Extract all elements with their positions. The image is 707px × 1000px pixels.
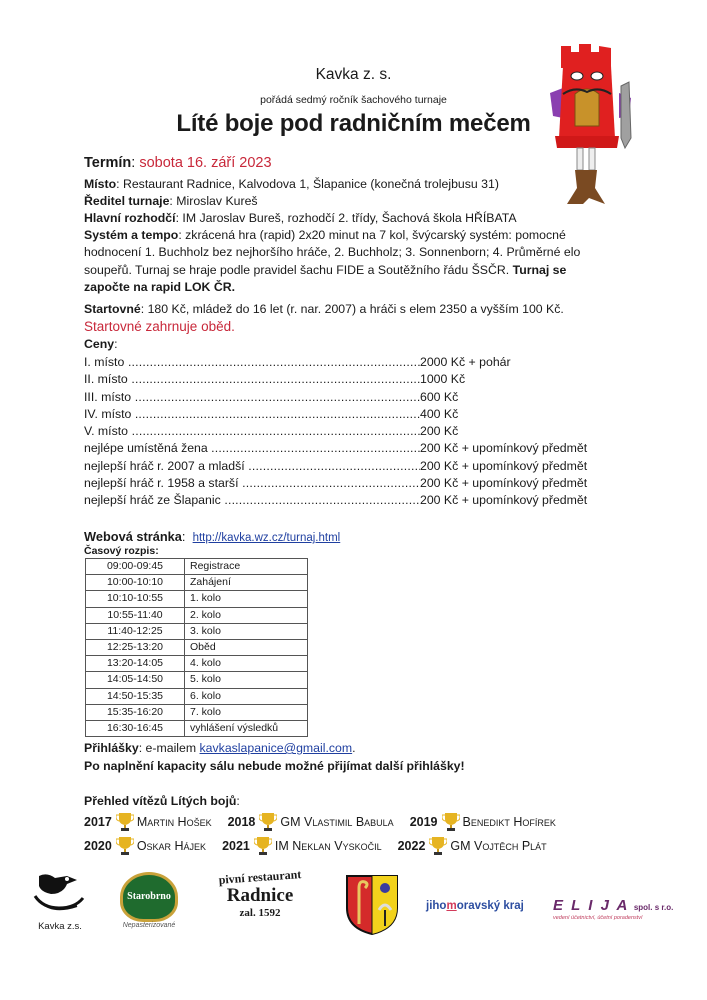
winner-name: IM Neklan Vyskočil xyxy=(274,839,382,853)
arbiter-value: IM Jaroslav Bureš, rozhodčí 2. třídy, Šachová škola HŘÍBATA xyxy=(182,211,517,225)
schedule-time: 12:25-13:20 xyxy=(86,639,185,655)
winner-year: 2017 xyxy=(84,815,112,829)
schedule-activity: Registrace xyxy=(185,559,308,575)
trophy-icon xyxy=(442,812,460,832)
prize-row xyxy=(84,406,587,423)
organizer-name: Kavka z. s. xyxy=(315,66,392,83)
registration-suffix: . xyxy=(352,741,356,755)
prize-value: 1000 Kč xyxy=(420,372,466,387)
prize-value: 200 Kč + upomínkový předmět xyxy=(420,476,588,491)
prizes-heading: Ceny: xyxy=(84,337,118,351)
slapanice-coat-of-arms-icon xyxy=(345,874,399,936)
schedule-label: Časový rozpis: xyxy=(84,545,159,557)
web-line: Webová stránka: http://kavka.wz.cz/turnaj.html xyxy=(84,529,341,544)
schedule-time: 15:35-16:20 xyxy=(86,704,185,720)
place-label: Místo xyxy=(84,177,117,191)
radnice-year: zal. 1592 xyxy=(239,907,281,919)
term-line: Termín: sobota 16. září 2023 xyxy=(84,155,272,171)
winners-heading: Přehled vítězů Lítých bojů: xyxy=(84,794,240,808)
schedule-activity: 2. kolo xyxy=(185,607,308,623)
schedule-table xyxy=(85,558,308,737)
winner-name: Martin Hošek xyxy=(136,815,212,829)
table-row xyxy=(86,672,308,688)
winner-name: GM Vojtěch Plát xyxy=(450,839,547,853)
winners-row-2 xyxy=(84,836,563,856)
prize-value: 200 Kč + upomínkový předmět xyxy=(420,458,588,473)
kavka-logo-text: Kavka z.s. xyxy=(38,921,82,932)
place-value: Restaurant Radnice, Kalvodova 1, Šlapanice (konečná trolejbusu 31) xyxy=(122,177,499,191)
winner-year: 2020 xyxy=(84,839,112,853)
winner-name: Oskar Hájek xyxy=(136,839,207,853)
fee-label: Startovné xyxy=(84,302,141,316)
jihomoravsky-kraj-logo xyxy=(426,900,524,912)
elija-tagline: vedení účetnictví, účetní poradenství xyxy=(553,915,643,921)
prize-place: nejlepší hráč r. 2007 a mladší ..... xyxy=(84,458,420,475)
schedule-time: 10:00-10:10 xyxy=(86,575,185,591)
winners-row-1 xyxy=(84,812,572,832)
prize-value: 200 Kč + upomínkový předmět xyxy=(420,493,588,508)
prizes-label: Ceny xyxy=(84,337,115,351)
schedule-time: 11:40-12:25 xyxy=(86,623,185,639)
term-label: Termín xyxy=(84,155,132,171)
prize-value: 400 Kč xyxy=(420,406,459,421)
system-rating-note: Turnaj se započte na rapid LOK ČR. xyxy=(84,262,567,295)
registration-line: Přihlášky: e-mailem kavkaslapanice@gmail.com. xyxy=(84,741,356,755)
winner-year: 2019 xyxy=(409,815,438,829)
prize-row xyxy=(84,440,587,457)
table-row xyxy=(86,656,308,672)
jackdaw-bird-icon xyxy=(33,872,87,916)
table-row xyxy=(86,704,308,720)
fee-note: Startovné zahrnuje oběd. xyxy=(84,319,235,334)
table-row xyxy=(86,607,308,623)
elija-logo xyxy=(553,897,673,921)
trophy-icon xyxy=(116,812,134,832)
schedule-activity: 6. kolo xyxy=(185,688,308,704)
trophy-icon xyxy=(259,812,277,832)
winner-year: 2018 xyxy=(227,815,256,829)
prize-place: V. místo ..... xyxy=(84,423,420,440)
trophy-icon xyxy=(429,836,447,856)
starobrno-tagline: Nepasterizované xyxy=(122,922,176,929)
schedule-time: 10:55-11:40 xyxy=(86,607,185,623)
starobrno-logo xyxy=(118,872,180,929)
prize-place: I. místo ..... xyxy=(84,354,420,371)
registration-email-link[interactable]: kavkaslapanice@gmail.com xyxy=(199,741,353,755)
subtitle: pořádá sedmý ročník šachového turnaje xyxy=(260,94,447,106)
kraj-text-a: jiho xyxy=(426,900,447,912)
schedule-time: 13:20-14:05 xyxy=(86,656,185,672)
prize-row xyxy=(84,354,587,371)
prize-place: nejlepší hráč r. 1958 a starší ..... xyxy=(84,475,420,492)
director-value: Miroslav Kureš xyxy=(176,194,258,208)
schedule-time: 10:10-10:55 xyxy=(86,591,185,607)
prize-row xyxy=(84,389,587,406)
schedule-time: 16:30-16:45 xyxy=(86,720,185,736)
table-row xyxy=(86,623,308,639)
kavka-logo xyxy=(30,872,90,932)
table-row xyxy=(86,688,308,704)
table-row xyxy=(86,559,308,575)
radnice-top: pivní restaurant xyxy=(218,867,302,887)
winners-label: Přehled vítězů Lítých bojů xyxy=(84,794,237,808)
prizes-list xyxy=(84,354,587,510)
system-label: Systém a tempo xyxy=(84,228,179,242)
fee-value: 180 Kč, mládež do 16 let (r. nar. 2007) a hráči s elem 2350 a vyšším 100 Kč. xyxy=(147,302,564,316)
prize-place: II. místo ..... xyxy=(84,371,420,388)
rook-mascot-icon xyxy=(545,38,635,208)
arbiter-line: Hlavní rozhodčí: IM Jaroslav Bureš, rozhodčí 2. třídy, Šachová škola HŘÍBATA xyxy=(84,211,517,225)
schedule-time: 14:50-15:35 xyxy=(86,688,185,704)
starobrno-badge: Starobrno xyxy=(120,872,178,922)
arbiter-label: Hlavní rozhodčí xyxy=(84,211,176,225)
kraj-text-b: oravský kraj xyxy=(456,900,524,912)
table-row xyxy=(86,720,308,736)
schedule-activity: 4. kolo xyxy=(185,656,308,672)
registration-prefix: e-mailem xyxy=(145,741,200,755)
prize-place: III. místo ..... xyxy=(84,389,420,406)
radnice-logo xyxy=(208,867,312,919)
prize-value: 600 Kč xyxy=(420,389,459,404)
radnice-name: Radnice xyxy=(226,885,294,906)
web-link[interactable]: http://kavka.wz.cz/turnaj.html xyxy=(192,532,341,544)
web-label: Webová stránka xyxy=(84,529,182,544)
prize-row xyxy=(84,371,587,388)
table-row xyxy=(86,639,308,655)
winner-name: Benedikt Hofírek xyxy=(462,815,556,829)
table-row xyxy=(86,575,308,591)
schedule-activity: Zahájení xyxy=(185,575,308,591)
system-paragraph: Systém a tempo: zkrácená hra (rapid) 2x20 minut na 7 kol, švýcarský systém: pomocné hodnocení 1. Buchholz bez nejhoršího hráče, 2. Buchholz; 3. Sonnenborn; 4. Průměrné elo soupeřů. Turnaj se hraje podle pravidel šachu FIDE a Soutěžního řádu ŠSČR. Turnaj se započte na rapid LOK ČR. xyxy=(84,228,581,295)
capacity-warning: Po naplnění kapacity sálu nebude možné přijímat další přihlášky! xyxy=(84,759,465,773)
schedule-time: 14:05-14:50 xyxy=(86,672,185,688)
schedule-activity: 3. kolo xyxy=(185,623,308,639)
director-line: Ředitel turnaje: Miroslav Kureš xyxy=(84,194,258,208)
prize-row xyxy=(84,492,587,509)
trophy-icon xyxy=(254,836,272,856)
place-line: Místo: Restaurant Radnice, Kalvodova 1, Šlapanice (konečná trolejbusu 31) xyxy=(84,177,499,191)
prize-value: 200 Kč + upomínkový předmět xyxy=(420,441,588,456)
fee-line: Startovné: 180 Kč, mládež do 16 let (r. nar. 2007) a hráči s elem 2350 a vyšším 100 Kč. xyxy=(84,302,564,316)
prize-place: nejlépe umístěná žena ..... xyxy=(84,440,420,457)
schedule-activity: vyhlášení výsledků xyxy=(185,720,308,736)
director-label: Ředitel turnaje xyxy=(84,194,170,208)
system-value: zkrácená hra (rapid) 2x20 minut na 7 kol, švýcarský systém: pomocné hodnocení 1. Buchholz bez nejhoršího hráče, 2. Buchholz; 3. Sonnenborn; 4. Průměrné elo soupeřů. Turnaj se hraje podle pravidel šachu FIDE a Soutěžního řádu ŠSČR. xyxy=(84,228,581,277)
term-value: sobota 16. září 2023 xyxy=(139,155,272,171)
page-title: Líté boje pod radničním mečem xyxy=(176,110,531,137)
winner-year: 2021 xyxy=(222,839,250,853)
prize-row xyxy=(84,458,587,475)
prize-place: nejlepší hráč ze Šlapanic ..... xyxy=(84,492,420,509)
trophy-icon xyxy=(116,836,134,856)
prize-value: 200 Kč xyxy=(420,424,459,439)
schedule-activity: 7. kolo xyxy=(185,704,308,720)
winner-name: GM Vlastimil Babula xyxy=(280,815,394,829)
winner-year: 2022 xyxy=(397,839,426,853)
schedule-activity: Oběd xyxy=(185,639,308,655)
table-row xyxy=(86,591,308,607)
elija-name: E L I J A xyxy=(553,897,630,914)
registration-label: Přihlášky xyxy=(84,741,139,755)
prize-row xyxy=(84,423,587,440)
schedule-time: 09:00-09:45 xyxy=(86,559,185,575)
kraj-text-m: m xyxy=(446,900,457,912)
prize-value: 2000 Kč + pohár xyxy=(420,355,511,369)
schedule-activity: 5. kolo xyxy=(185,672,308,688)
prize-place: IV. místo ..... xyxy=(84,406,420,423)
schedule-activity: 1. kolo xyxy=(185,591,308,607)
prize-row xyxy=(84,475,587,492)
elija-suffix: spol. s r.o. xyxy=(633,903,674,912)
